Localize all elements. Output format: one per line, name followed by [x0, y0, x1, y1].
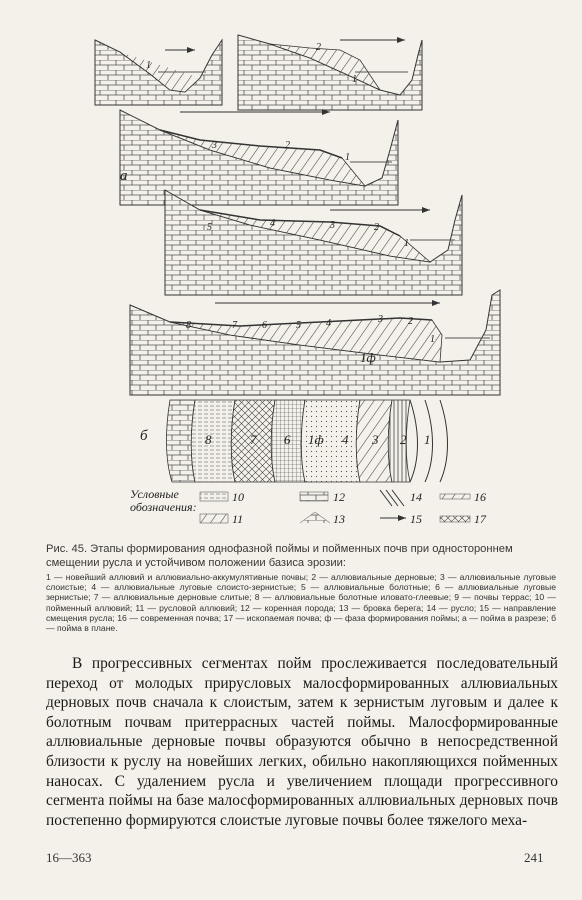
legend-13: 13 — [333, 512, 345, 526]
legend-14: 14 — [410, 490, 422, 504]
plan-label-1f: 1ф — [308, 432, 324, 447]
stage3-marker-1: 1 — [345, 152, 350, 163]
stage5-marker-5: 5 — [296, 320, 301, 331]
stage-4-section — [165, 190, 462, 295]
stage5-marker-6: 6 — [262, 320, 267, 331]
plan-label-7: 7 — [250, 432, 257, 447]
stage-5-section — [130, 290, 500, 395]
figure-caption-text: 1 — новейший аллювий и аллювиально-аккумулятивные почвы; 2 — аллювиальные дерновые; 3 — аллювиальные луговые слоистые; 4 — аллювиальные луговые слоисто-зернистые; 5 — аллювиальные болотные; 6 — аллювиальные луговые зернистые; 7 — аллювиальные дерновые слитые; 8 — аллювиальные болотные иловато-глеевые; 9 — почвы террас; 10 — пойменный аллювий; 11 — русловой аллювий; 12 — коренная порода; 13 — бровка берега; 14 — русло; 15 — направление смещения русла; 16 — современная почва; 17 — ископаемая почва; ф — фаза формирования поймы; а — пойма в разрезе; б — пойма в плане. — [46, 572, 556, 634]
stage5-marker-4: 4 — [326, 318, 331, 329]
stage4-marker-1: 1 — [404, 238, 409, 249]
stage4-marker-3: 3 — [330, 220, 335, 231]
stage1-marker: 1 — [146, 60, 151, 71]
plan-label-1: 1 — [424, 432, 431, 447]
stage5-marker-1: 1 — [430, 334, 435, 345]
body-paragraph: В прогрессивных сегментах пойм прослеживается последовательный переход от молодых прирусловых малосформированных аллювиальных дерновых почв сначала к слоистым, затем к зернистым луговым и далее к болотным почвам притеррасных частей поймы. Малосформированные аллювиальные дерновые почвы образуются обычно в непосредственной близости к руслу на новейших легких, обильно накопляющихся пойменных наносах. С удалением русла и увеличением площади прогрессивного сегмента поймы на базе малосформированных аллювиальных дерновых почв постепенно формируются слоистые луговые почвы более тяжелого меха- — [46, 655, 558, 829]
figure-caption-title: Рис. 45. Этапы формирования однофазной поймы и пойменных почв при одностороннем смещении русла и устойчивом положении базиса эрозии: — [46, 543, 513, 569]
legend-11: 11 — [232, 512, 244, 526]
label-a: а — [120, 168, 128, 184]
stage-3-section — [120, 110, 398, 205]
stage5-marker-2: 2 — [408, 316, 413, 327]
stage4-marker-4: 4 — [270, 218, 275, 229]
stage5-marker-7: 7 — [232, 320, 237, 331]
stage-2-section — [238, 35, 422, 110]
stage4-marker-2: 2 — [374, 222, 379, 233]
plan-label-6: 6 — [284, 432, 291, 447]
label-b: б — [140, 428, 148, 444]
stage-1-section — [95, 40, 222, 105]
stage5-marker-3: 3 — [378, 314, 383, 325]
stage4-marker-5: 5 — [207, 222, 212, 233]
plan-label-4: 4 — [342, 432, 349, 447]
legend-10: 10 — [232, 490, 244, 504]
legend-12: 12 — [333, 490, 345, 504]
legend-15: 15 — [410, 512, 422, 526]
plan-label-8: 8 — [205, 432, 212, 447]
plan-label-3: 3 — [372, 432, 379, 447]
stage5-marker-8: 8 — [186, 320, 191, 331]
legend-title: Условные обозначения: — [130, 487, 197, 514]
stage3-marker-2: 2 — [285, 140, 290, 151]
stage2-marker-1: 1 — [352, 74, 357, 85]
stage2-marker-2: 2 — [316, 42, 321, 53]
signature-mark: 16—363 — [46, 850, 92, 865]
stage5-marker-1f: 1ф — [360, 350, 376, 365]
legend-17: 17 — [474, 512, 486, 526]
plan-label-2: 2 — [400, 432, 407, 447]
legend-16: 16 — [474, 490, 486, 504]
page-number: 241 — [524, 850, 544, 865]
stage3-marker-3: 3 — [212, 140, 217, 151]
